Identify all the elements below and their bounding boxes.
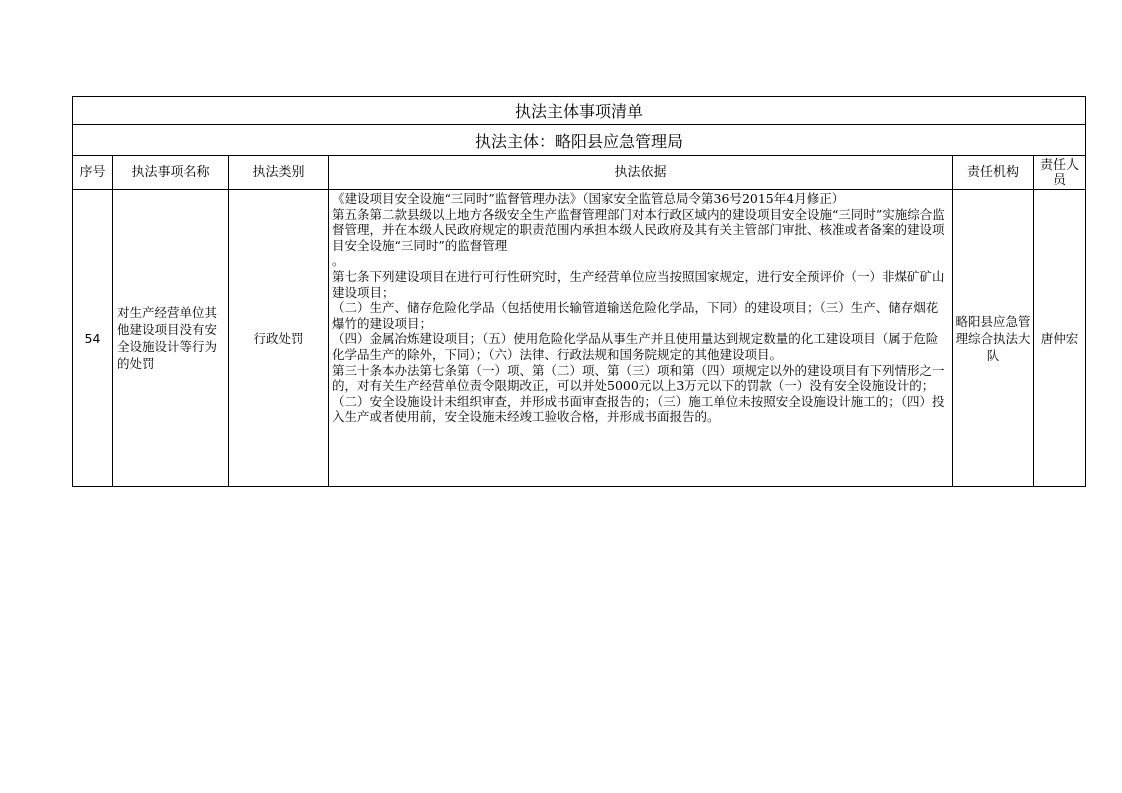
header-no: 序号: [73, 156, 113, 190]
header-agency: 责任机构: [953, 156, 1034, 190]
table-subtitle: 执法主体：略阳县应急管理局: [73, 125, 1086, 156]
header-item-name: 执法事项名称: [113, 156, 229, 190]
row-category: 行政处罚: [229, 190, 329, 487]
row-person: 唐仲宏: [1034, 190, 1086, 487]
header-row: [73, 156, 1086, 190]
row-basis: [329, 190, 953, 487]
basis-paragraph: 。: [332, 253, 345, 269]
basis-paragraph: 第三十条本办法第七条第（一）项、第（二）项、第（三）项和第（四）项规定以外的建设项目有下列情形之一的，对有关生产经营单位责令限期改正，可以并处5000元以上3万元以下的罚款（一）没有安全设施设计的；（二）安全设施设计未组织审查，并形成书面审查报告的；（三）施工单位未按照安全设施设计施工的；（四）投入生产或者使用前，安全设施未经竣工验收合格，并形成书面报告的。: [332, 362, 945, 425]
basis-paragraph: 第七条下列建设项目在进行可行性研究时，生产经营单位应当按照国家规定，进行安全预评价（一）非煤矿矿山建设项目；: [332, 268, 945, 300]
header-category: 执法类别: [229, 156, 329, 190]
row-item-name: 对生产经营单位其他建设项目没有安全设施设计等行为的处罚: [113, 190, 229, 487]
header-person: 责任人员: [1034, 156, 1086, 190]
enforcement-list-table: [72, 96, 1086, 487]
table-row: [73, 190, 1086, 487]
basis-paragraph: （四）金属冶炼建设项目；（五）使用危险化学品从事生产并且使用量达到规定数量的化工建设项目（属于危险化学品生产的除外，下同）；（六）法律、行政法规和国务院规定的其他建设项目。: [332, 331, 939, 362]
basis-paragraph: 《建设项目安全设施“三同时”监督管理办法》（国家安全监管总局令第36号2015年4月修正）: [332, 191, 845, 206]
row-agency: 略阳县应急管理综合执法大队: [953, 190, 1034, 487]
basis-paragraph: （二）生产、储存危险化学品（包括使用长输管道输送危险化学品，下同）的建设项目；（三）生产、储存烟花爆竹的建设项目；: [332, 300, 939, 331]
row-no: 54: [73, 190, 113, 487]
basis-paragraph: 第五条第二款县级以上地方各级安全生产监督管理部门对本行政区域内的建设项目安全设施“三同时”实施综合监督管理，并在本级人民政府规定的职责范围内承担本级人民政府及其有关主管部门审批、核准或者备案的建设项目安全设施“三同时”的监督管理: [332, 206, 945, 253]
header-basis: 执法依据: [329, 156, 953, 190]
table-title: 执法主体事项清单: [73, 97, 1086, 125]
